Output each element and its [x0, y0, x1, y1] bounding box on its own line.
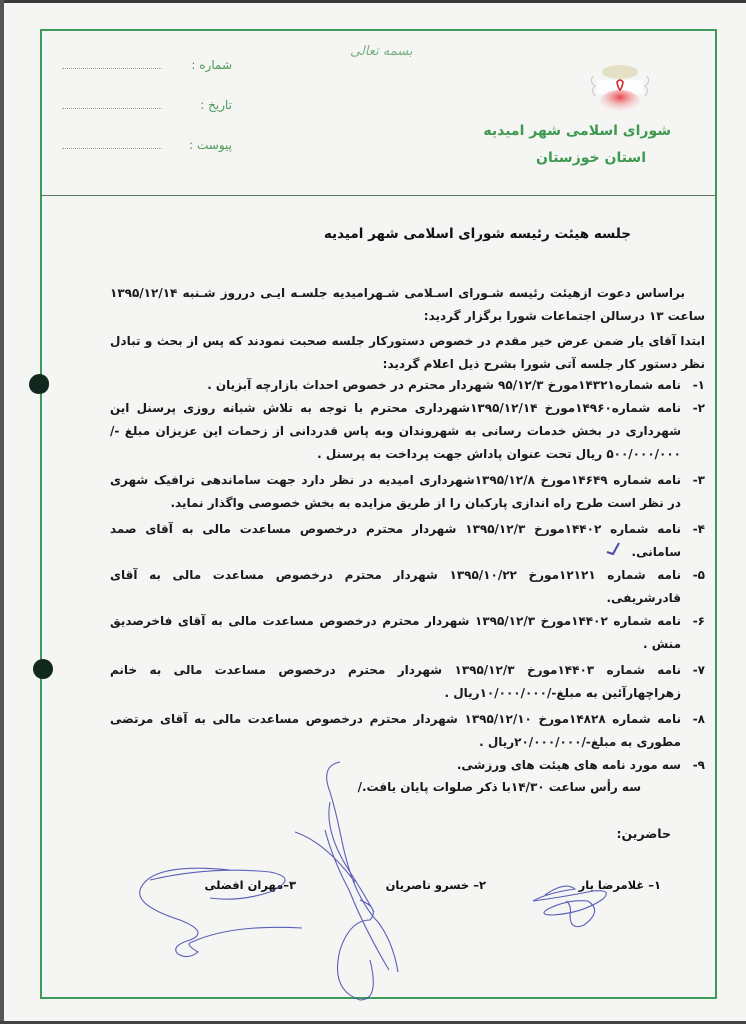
council-name: شورای اسلامی شهر امیدیه	[483, 123, 671, 139]
agenda-item-number: ۲-	[692, 401, 705, 415]
agenda-item-text: سه مورد نامه های هیئت های ورزشی.	[456, 758, 681, 772]
attendee-name: ۱– غلامرضا یار	[578, 878, 661, 892]
province-name: استان خوزستان	[536, 150, 646, 166]
attendee-name: ۲– خسرو ناصریان	[385, 878, 486, 892]
attendees-label: حاضرین:	[616, 826, 671, 841]
agenda-item-text: نامه شماره ۱۴۴۰۲مورخ ۱۳۹۵/۱۲/۳ شهردار محترم درخصوص مساعدت مالی به آقای فاخرصدیق منش .	[110, 614, 682, 651]
date-field	[62, 98, 232, 118]
number-dotted-line	[62, 68, 162, 69]
number-field	[62, 58, 232, 78]
agenda-item	[110, 659, 705, 705]
scan-edge-top	[0, 0, 746, 3]
agenda-item-number: ۸-	[692, 712, 705, 726]
attachment-field	[62, 138, 232, 158]
agenda-item-text: نامه شماره ۱۴۴۰۳مورخ ۱۳۹۵/۱۲/۳ شهردار محترم درخصوص مساعدت مالی به خانم زهراچهارآئین به مبلغ-/۱۰/۰۰۰/۰۰۰ریال .	[110, 663, 682, 700]
agenda-item-text: نامه شماره۱۴۹۶۰مورخ ۱۳۹۵/۱۲/۱۴شهرداری محترم با توجه به تلاش شبانه روزی پرسنل این شهرداری در بخش خدمات رسانی به شهروندان وبه پاس قدردانی از زحمات این عزیزان مبلغ -/۵۰۰/۰۰۰/۰۰۰ ریال تحت عنوان پاداش جهت پرداخت به پرسنل .	[110, 401, 682, 461]
agenda-item-number: ۳-	[692, 473, 705, 487]
basmala-calligraphy: بسمه تعالی	[350, 44, 413, 59]
attachment-dotted-line	[62, 148, 162, 149]
agenda-item	[110, 708, 705, 754]
agenda-item-text: نامه شماره ۱۲۱۲۱مورخ ۱۳۹۵/۱۰/۲۲ شهردار محترم درخصوص مساعدت مالی به آقای قادرشریفی.	[110, 568, 681, 605]
agenda-item	[110, 469, 705, 515]
attachment-label: پیوست :	[189, 138, 232, 152]
agenda-item-number: ۵-	[692, 568, 705, 582]
agenda-intro-paragraph: ابتدا آقای یار ضمن عرض خیر مقدم در خصوص دستورکار جلسه صحبت نمودند که پس از بحث و تبادل نظر دستور کار جلسه آتی شورا بشرح ذیل اعلام گردید:	[110, 334, 705, 371]
scan-edge-left	[0, 0, 4, 1024]
header-divider	[40, 195, 717, 196]
agenda-item-text: نامه شماره ۱۴۸۲۸مورخ ۱۳۹۵/۱۲/۱۰ شهردار محترم درخصوص مساعدت مالی به آقای مرتضی مطوری به مبلغ-/۲۰/۰۰۰/۰۰۰ریال .	[110, 712, 681, 749]
date-label: تاریخ :	[200, 98, 232, 112]
agenda-item	[110, 374, 705, 397]
intro-paragraph: براساس دعوت ازهیئت رئیسه شـورای اسـلامی شـهرامیدیه جلسـه ایـی درروز شـنبه ۱۳۹۵/۱۲/۱۴ ساعت ۱۳ درسالن اجتماعات شورا برگزار گردید:	[110, 286, 705, 323]
agenda-item	[110, 610, 705, 656]
agenda-list	[110, 374, 705, 777]
agenda-item-text: نامه شماره ۱۴۶۴۹مورخ ۱۳۹۵/۱۲/۸شهرداری امیدیه در نظر دارد جهت ساماندهی ترافیک شهری در نظر است طرح راه اندازی پارکبان را از طریق مزایده به بخش خصوصی واگذار نماید.	[110, 473, 682, 510]
iran-emblem-flag-icon	[585, 58, 655, 118]
punch-hole	[29, 374, 49, 394]
closing-statement: سه رأس ساعت ۱۴/۳۰با ذکر صلوات پایان یافت./	[357, 780, 641, 794]
agenda-item	[110, 397, 705, 466]
agenda-item	[110, 754, 705, 777]
agenda-item-text: نامه شماره۱۴۳۲۱مورخ ۹۵/۱۲/۳ شهردار محترم در خصوص احداث بازارچه آبزیان .	[207, 378, 681, 392]
punch-hole	[33, 659, 53, 679]
agenda-item-number: ۹-	[692, 758, 705, 772]
attendee-name: ۳–مهران افضلی	[204, 878, 296, 892]
agenda-item-text: نامه شماره ۱۴۴۰۲مورخ ۱۳۹۵/۱۲/۳ شهردار محترم درخصوص مساعدت مالی به آقای صمد سامانی.	[110, 522, 682, 559]
number-label: شماره :	[191, 58, 232, 72]
agenda-item-number: ۷-	[692, 663, 705, 677]
agenda-item	[110, 564, 705, 610]
agenda-item-number: ۱-	[692, 378, 705, 392]
agenda-item-number: ۴-	[692, 522, 705, 536]
agenda-item-number: ۶-	[692, 614, 705, 628]
date-dotted-line	[62, 108, 162, 109]
document-title: جلسه هیئت رئیسه شورای اسلامی شهر امیدیه	[323, 226, 631, 242]
check-mark-icon	[605, 540, 621, 556]
